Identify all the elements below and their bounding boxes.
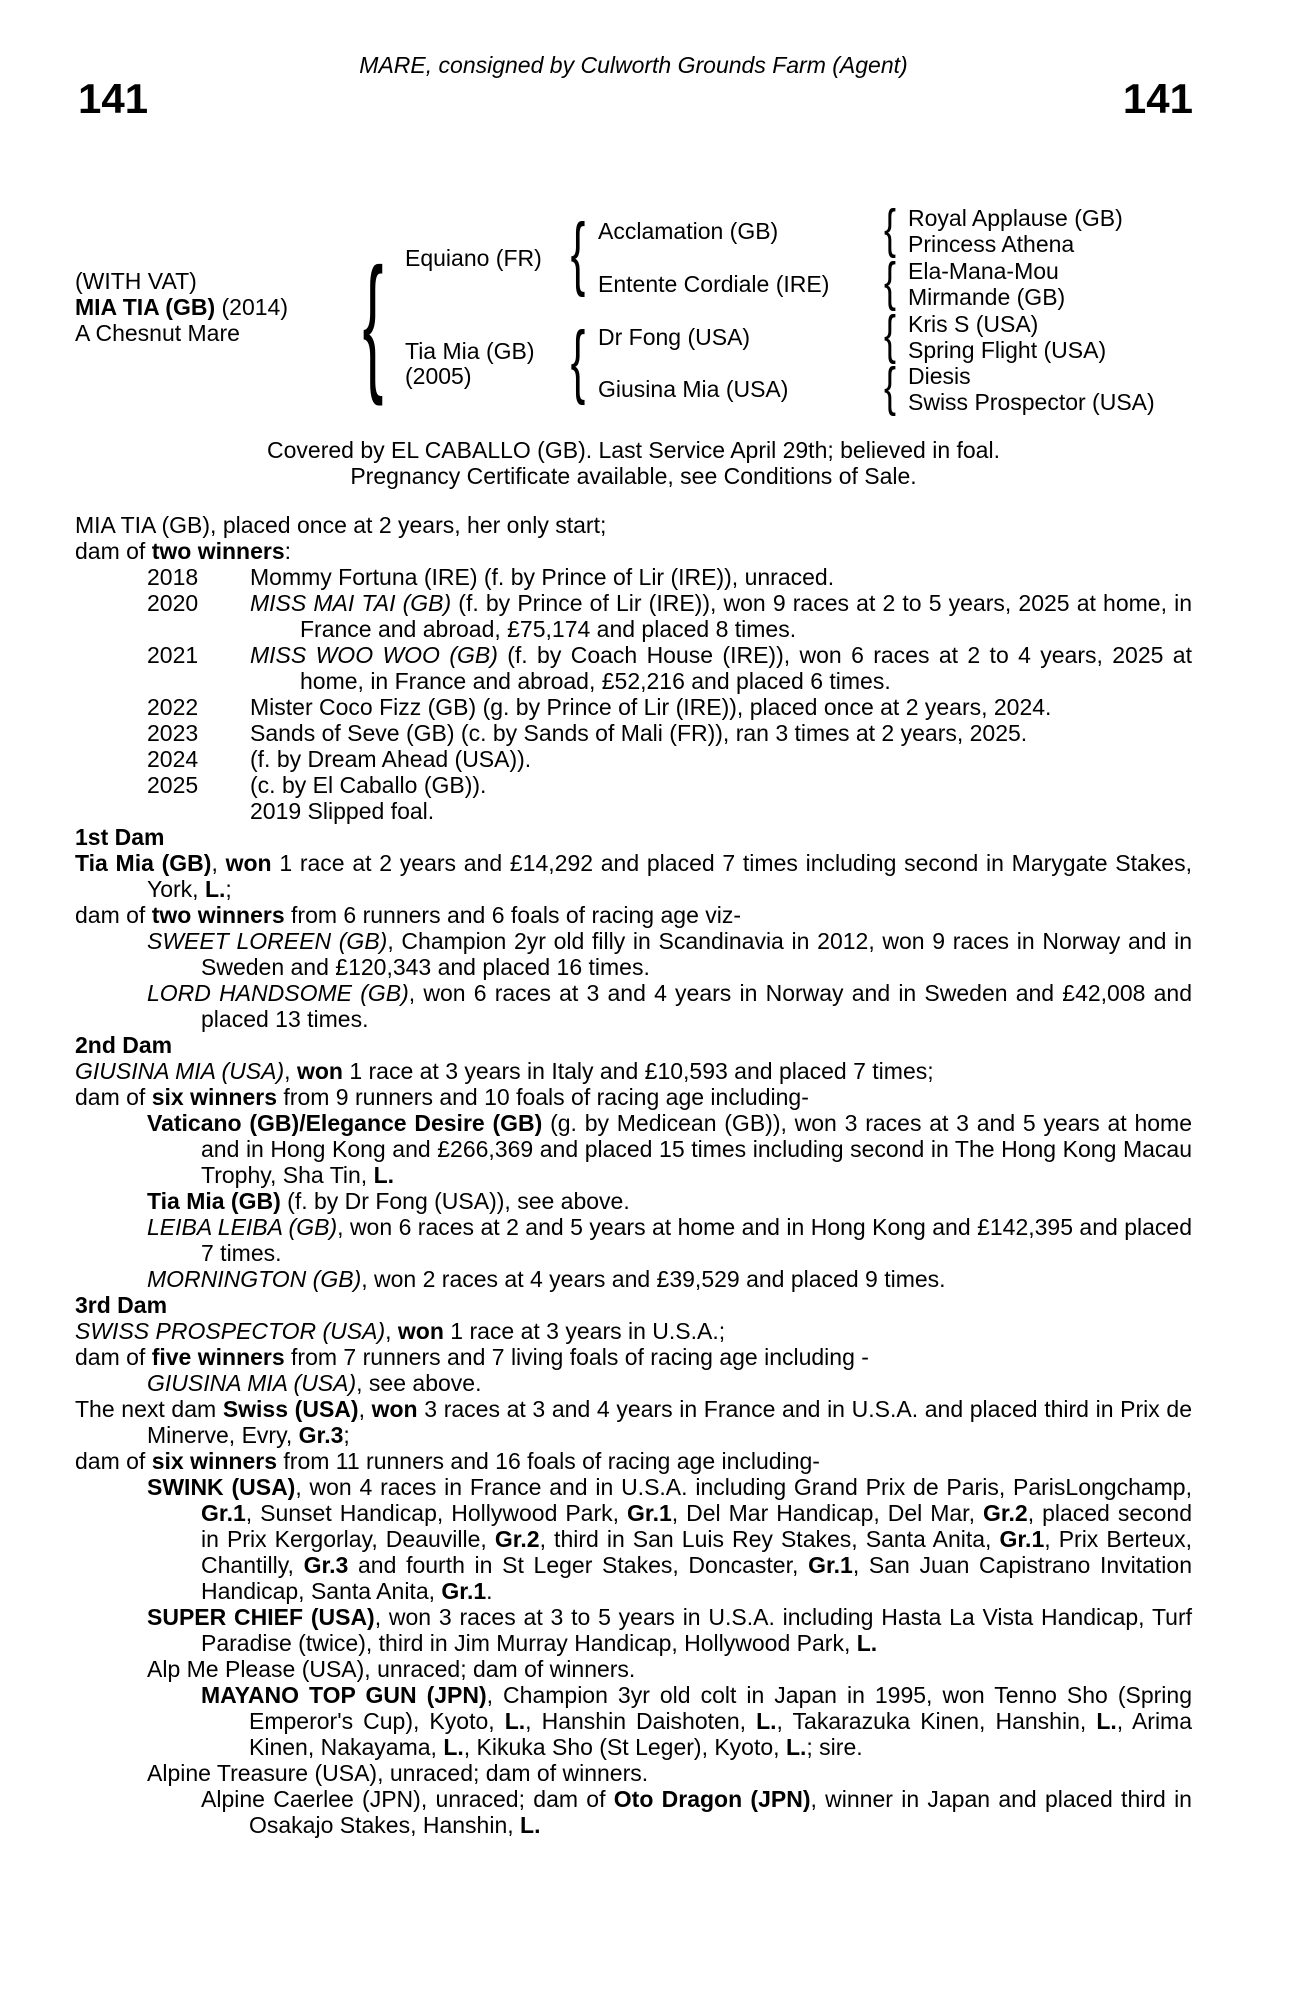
horse-foaling-year: (2014) — [221, 294, 288, 320]
body-paragraph — [75, 1058, 1192, 1084]
text-run: . — [486, 1578, 493, 1604]
text-run: SUPER CHIEF (USA) — [147, 1604, 375, 1630]
text-run: , — [385, 1318, 398, 1344]
text-run: won — [371, 1396, 418, 1422]
covering-line-2: Pregnancy Certificate available, see Conditions of Sale. — [350, 463, 917, 489]
descendant-entry — [75, 1474, 1192, 1604]
text-run: six winners — [151, 1084, 277, 1110]
progeny-entry — [75, 564, 1192, 590]
descendant-entry — [75, 1188, 1192, 1214]
progeny-entry — [75, 798, 1192, 824]
great-grandparent-name: Swiss Prospector (USA) — [908, 389, 1155, 415]
text-run: L. — [520, 1812, 541, 1838]
great-grandparent-name: Princess Athena — [908, 231, 1075, 257]
text-run: , won 6 races at 3 and 4 years in Norway and in Sweden and £42,008 and placed 13 times. — [201, 980, 1192, 1032]
text-run: from 9 runners and 10 foals of racing age including- — [277, 1084, 809, 1110]
descendant-sub-entry — [75, 1682, 1192, 1760]
text-run: five winners — [151, 1344, 285, 1370]
text-run: LEIBA LEIBA (GB) — [147, 1214, 338, 1240]
pedigree-brace: { — [883, 197, 897, 259]
text-run: from 6 runners and 6 foals of racing age viz- — [284, 902, 742, 928]
text-run: Gr.1 — [201, 1500, 246, 1526]
foal-year: 2024 — [147, 746, 199, 772]
text-run: , won 6 races at 2 and 5 years at home and in Hong Kong and £142,395 and placed 7 times. — [201, 1214, 1193, 1266]
text-run: two winners — [151, 538, 285, 564]
text-run: GIUSINA MIA (USA) — [147, 1370, 357, 1396]
descendant-entry — [75, 1604, 1192, 1656]
horse-name: MIA TIA (GB) — [75, 294, 216, 320]
text-run: Gr.1 — [999, 1526, 1045, 1552]
covering-line-1: Covered by EL CABALLO (GB). Last Service April 29th; believed in foal. — [267, 437, 1000, 463]
text-run: Mommy Fortuna (IRE) (f. by Prince of Lir (IRE)), unraced. — [250, 564, 835, 590]
foal-year: 2020 — [147, 590, 199, 616]
text-run: , Del Mar Handicap, Del Mar, — [671, 1500, 983, 1526]
text-run: , won 3 races at 3 to 5 years in U.S.A. including Hasta La Vista Handicap, Turf Paradise (twice), third in Jim Murray Handicap, Hollywood Park, — [201, 1604, 1192, 1656]
text-run: dam of — [75, 1084, 152, 1110]
foal-year: 2022 — [147, 694, 199, 720]
text-run: 3 races at 3 and 4 years in France and in U.S.A. and placed third in Prix de Minerve, Evry, — [147, 1396, 1192, 1448]
progeny-entry — [75, 746, 1192, 772]
covering-statement — [75, 437, 1192, 489]
text-run: , Hanshin Daishoten, — [525, 1708, 757, 1734]
text-run: dam of — [75, 1448, 152, 1474]
text-run: from 7 runners and 7 living foals of racing age including - — [284, 1344, 869, 1370]
text-run: L. — [373, 1162, 395, 1188]
dam-foaling-year: (2005) — [405, 363, 472, 389]
pedigree-brace: { — [570, 207, 586, 299]
body-paragraph — [75, 1344, 1192, 1370]
consignor-line: MARE, consigned by Culworth Grounds Farm (Agent) — [359, 52, 908, 78]
text-run: Gr.1 — [808, 1552, 853, 1578]
text-run: , Kikuka Sho (St Leger), Kyoto, — [463, 1734, 786, 1760]
lot-number-right: 141 — [1122, 75, 1193, 122]
descendant-entry — [75, 1760, 1192, 1786]
text-run: dam of — [75, 1344, 152, 1370]
text-run: 3rd Dam — [75, 1292, 168, 1318]
text-run: Gr.2 — [982, 1500, 1028, 1526]
text-run: 2nd Dam — [75, 1032, 173, 1058]
pedigree-brace: { — [570, 315, 586, 407]
text-run: dam of — [75, 902, 152, 928]
progeny-entry — [75, 720, 1192, 746]
descendant-entry — [75, 980, 1192, 1032]
body-paragraph — [75, 538, 1192, 564]
progeny-entry — [75, 642, 1192, 694]
text-run: Mister Coco Fizz (GB) (g. by Prince of Lir (IRE)), placed once at 2 years, 2024. — [250, 694, 1052, 720]
text-run: (c. by El Caballo (GB)). — [250, 772, 487, 798]
section-heading — [75, 1032, 1192, 1058]
pedigree-brace: { — [883, 303, 897, 365]
text-run: Alpine Treasure (USA), unraced; dam of winners. — [147, 1760, 649, 1786]
text-run: from 11 runners and 16 foals of racing age including- — [277, 1448, 820, 1474]
text-run: won — [296, 1058, 343, 1084]
text-run: 1 race at 3 years in Italy and £10,593 and placed 7 times; — [342, 1058, 934, 1084]
text-run: Oto Dragon (JPN) — [613, 1786, 811, 1812]
text-run: SWINK (USA) — [147, 1474, 296, 1500]
text-run: GIUSINA MIA (USA) — [75, 1058, 285, 1084]
pedigree-text — [75, 512, 1192, 1838]
section-heading — [75, 824, 1192, 850]
text-run: (f. by Dr Fong (USA)), see above. — [280, 1188, 630, 1214]
text-run: Gr.1 — [441, 1578, 487, 1604]
body-paragraph — [75, 1318, 1192, 1344]
text-run: Gr.2 — [494, 1526, 540, 1552]
text-run: Tia Mia (GB) — [147, 1188, 281, 1214]
text-run: SWISS PROSPECTOR (USA) — [75, 1318, 386, 1344]
text-run: Alp Me Please (USA), unraced; dam of winners. — [147, 1656, 636, 1682]
descendant-entry — [75, 1656, 1192, 1682]
progeny-entry — [75, 772, 1192, 798]
dam-dam-name: Giusina Mia (USA) — [598, 376, 789, 402]
text-run: L. — [504, 1708, 526, 1734]
foal-year: 2018 — [147, 564, 199, 590]
text-run: , — [284, 1058, 297, 1084]
text-run: MISS WOO WOO (GB) — [250, 642, 498, 668]
text-run: The next dam — [75, 1396, 223, 1422]
sire-name: Equiano (FR) — [405, 245, 542, 271]
text-run: ; sire. — [806, 1734, 863, 1760]
text-run: , third in San Luis Rey Stakes, Santa Anita, — [539, 1526, 1000, 1552]
text-run: L. — [1096, 1708, 1117, 1734]
text-run: Gr.3 — [298, 1422, 344, 1448]
text-run: dam of — [75, 538, 152, 564]
text-run: Gr.3 — [303, 1552, 349, 1578]
text-run: : — [284, 538, 292, 564]
text-run: 1st Dam — [75, 824, 165, 850]
text-run: and fourth in St Leger Stakes, Doncaster, — [348, 1552, 809, 1578]
text-run: 1 race at 3 years in U.S.A.; — [443, 1318, 726, 1344]
text-run: , Champion 2yr old filly in Scandinavia in 2012, won 9 races in Norway and in Sweden and £120,343 and placed 16 times. — [201, 928, 1192, 980]
great-grandparent-name: Spring Flight (USA) — [908, 337, 1107, 363]
body-paragraph — [75, 902, 1192, 928]
descendant-entry — [75, 928, 1192, 980]
text-run: (f. by Prince of Lir (IRE)), won 9 races at 2 to 5 years, 2025 at home, in France and abroad, £75,174 and placed 8 times. — [300, 590, 1193, 642]
descendant-entry — [75, 1110, 1192, 1188]
text-run: 1 race at 2 years and £14,292 and placed 7 times including second in Marygate Stakes, York, — [147, 850, 1192, 902]
text-run: (g. by Medicean (GB)), won 3 races at 3 and 5 years at home and in Hong Kong and £266,369 and placed 15 times including second in The Hong Kong Macau Trophy, Sha Tin, — [201, 1110, 1192, 1188]
text-run: SWEET LOREEN (GB) — [147, 928, 388, 954]
text-run: Vaticano (GB)/Elegance Desire (GB) — [147, 1110, 543, 1136]
text-run: , San Juan Capistrano Invitation Handicap, Santa Anita, — [201, 1552, 1193, 1604]
body-paragraph — [75, 512, 1192, 538]
text-run: L. — [856, 1630, 878, 1656]
progeny-entry — [75, 590, 1192, 642]
section-heading — [75, 1292, 1192, 1318]
body-paragraph — [75, 1448, 1192, 1474]
sire-sire-name: Acclamation (GB) — [598, 218, 779, 244]
text-run: ; — [343, 1422, 350, 1448]
great-grandparent-name: Royal Applause (GB) — [908, 205, 1123, 231]
text-run: , placed second in Prix Kergorlay, Deauville, — [201, 1500, 1192, 1552]
text-run: won — [225, 850, 272, 876]
text-run: 2019 Slipped foal. — [250, 798, 435, 824]
dam-name: Tia Mia (GB) — [405, 338, 535, 364]
sire-dam-name: Entente Cordiale (IRE) — [598, 271, 830, 297]
pedigree-brace: { — [883, 250, 897, 312]
body-paragraph — [75, 1084, 1192, 1110]
text-run: Swiss (USA) — [222, 1396, 359, 1422]
text-run: , Prix Berteux, Chantilly, — [201, 1526, 1193, 1578]
text-run: L. — [785, 1734, 807, 1760]
vat-badge: (WITH VAT) — [75, 268, 197, 294]
text-run: MAYANO TOP GUN (JPN) — [201, 1682, 487, 1708]
text-run: Tia Mia (GB) — [75, 850, 212, 876]
text-run: MORNINGTON (GB) — [147, 1266, 362, 1292]
text-run: , see above. — [356, 1370, 482, 1396]
text-run: L. — [204, 876, 226, 902]
descendant-entry — [75, 1266, 1192, 1292]
great-grandparent-name: Diesis — [908, 363, 971, 389]
text-run: Gr.1 — [627, 1500, 672, 1526]
great-grandparent-name: Kris S (USA) — [908, 311, 1039, 337]
text-run: won — [397, 1318, 444, 1344]
text-run: , won 2 races at 4 years and £39,529 and placed 9 times. — [361, 1266, 946, 1292]
foal-year: 2025 — [147, 772, 199, 798]
progeny-entry — [75, 694, 1192, 720]
text-run: Sands of Seve (GB) (c. by Sands of Mali (FR)), ran 3 times at 2 years, 2025. — [250, 720, 1028, 746]
descendant-entry — [75, 1214, 1192, 1266]
descendant-sub-entry — [75, 1786, 1192, 1838]
text-run: MISS MAI TAI (GB) — [250, 590, 452, 616]
text-run: (f. by Dream Ahead (USA)). — [250, 746, 532, 772]
text-run: L. — [756, 1708, 777, 1734]
foal-year: 2021 — [147, 642, 199, 668]
text-run: LORD HANDSOME (GB) — [147, 980, 409, 1006]
lot-number-left: 141 — [78, 75, 149, 122]
pedigree-brace: { — [362, 239, 384, 409]
great-grandparent-name: Ela-Mana-Mou — [908, 258, 1059, 284]
text-run: six winners — [151, 1448, 277, 1474]
body-paragraph — [75, 1396, 1192, 1448]
horse-description: A Chesnut Mare — [75, 320, 240, 346]
dam-sire-name: Dr Fong (USA) — [598, 324, 751, 350]
text-run: , — [358, 1396, 372, 1422]
descendant-entry — [75, 1370, 1192, 1396]
body-paragraph — [75, 850, 1192, 902]
text-run: , won 4 races in France and in U.S.A. including Grand Prix de Paris, ParisLongchamp, — [295, 1474, 1192, 1500]
text-run: Alpine Caerlee (JPN), unraced; dam of — [201, 1786, 614, 1812]
text-run: MIA TIA (GB), placed once at 2 years, her only start; — [75, 512, 607, 538]
text-run: L. — [443, 1734, 464, 1760]
foal-year: 2023 — [147, 720, 199, 746]
great-grandparent-name: Mirmande (GB) — [908, 284, 1066, 310]
text-run: , Sunset Handicap, Hollywood Park, — [245, 1500, 627, 1526]
text-run: , Arima Kinen, Nakayama, — [249, 1708, 1193, 1760]
horse-name-line — [75, 294, 288, 320]
text-run: , Takarazuka Kinen, Hanshin, — [776, 1708, 1097, 1734]
text-run: , — [211, 850, 226, 876]
text-run: two winners — [151, 902, 285, 928]
text-run: ; — [225, 876, 232, 902]
pedigree-brace: { — [883, 355, 897, 417]
text-run: (f. by Coach House (IRE)), won 6 races at 2 to 4 years, 2025 at home, in France and abroad, £52,216 and placed 6 times. — [300, 642, 1192, 694]
text-run: , winner in Japan and placed third in Osakajo Stakes, Hanshin, — [249, 1786, 1192, 1838]
text-run: , Champion 3yr old colt in Japan in 1995, won Tenno Sho (Spring Emperor's Cup), Kyoto, — [249, 1682, 1192, 1734]
